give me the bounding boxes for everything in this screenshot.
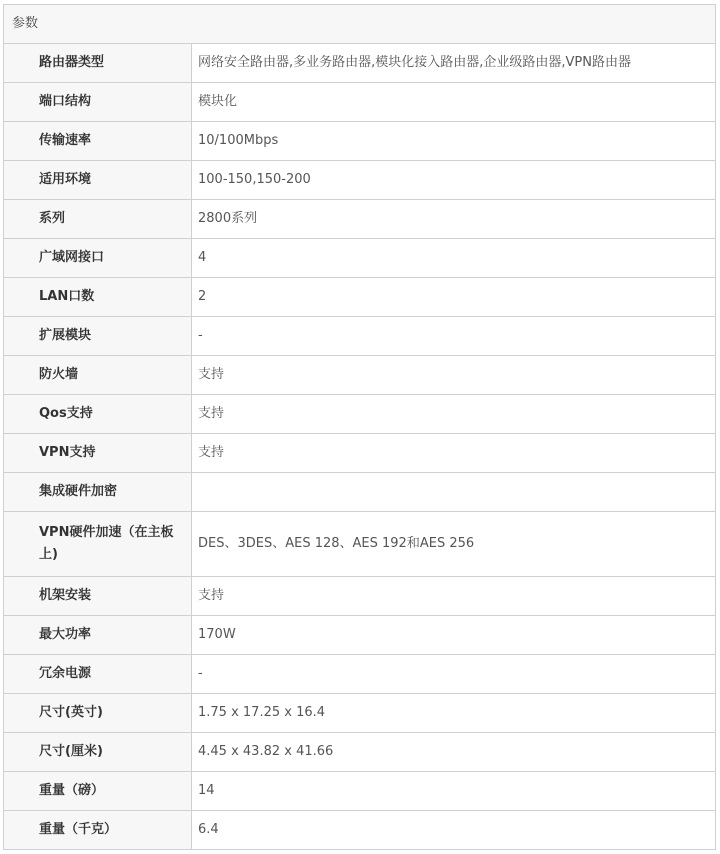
spec-key: 传输速率 xyxy=(4,122,192,161)
spec-value: 6.4 xyxy=(192,811,716,850)
spec-value: 170W xyxy=(192,616,716,655)
spec-key: VPN支持 xyxy=(4,434,192,473)
spec-key: 重量（千克） xyxy=(4,811,192,850)
spec-value: 4 xyxy=(192,239,716,278)
table-row xyxy=(4,200,716,239)
spec-value: DES、3DES、AES 128、AES 192和AES 256 xyxy=(192,512,716,577)
table-row xyxy=(4,616,716,655)
spec-key: 集成硬件加密 xyxy=(4,473,192,512)
spec-value: 14 xyxy=(192,772,716,811)
table-row xyxy=(4,356,716,395)
table-header-row xyxy=(4,5,716,44)
spec-value: - xyxy=(192,317,716,356)
spec-value xyxy=(192,473,716,512)
spec-value: 2800系列 xyxy=(192,200,716,239)
table-row xyxy=(4,733,716,772)
spec-value: 10/100Mbps xyxy=(192,122,716,161)
spec-key: Qos支持 xyxy=(4,395,192,434)
spec-value: 网络安全路由器,多业务路由器,模块化接入路由器,企业级路由器,VPN路由器 xyxy=(192,44,716,83)
spec-key: 尺寸(英寸) xyxy=(4,694,192,733)
table-row xyxy=(4,772,716,811)
spec-key: 端口结构 xyxy=(4,83,192,122)
table-row xyxy=(4,161,716,200)
spec-key: 适用环境 xyxy=(4,161,192,200)
spec-value: 4.45 x 43.82 x 41.66 xyxy=(192,733,716,772)
spec-key: 广域网接口 xyxy=(4,239,192,278)
spec-value: 100-150,150-200 xyxy=(192,161,716,200)
spec-value: 1.75 x 17.25 x 16.4 xyxy=(192,694,716,733)
table-header-label: 参数 xyxy=(4,5,716,44)
spec-key: 冗余电源 xyxy=(4,655,192,694)
spec-value: - xyxy=(192,655,716,694)
spec-key: 路由器类型 xyxy=(4,44,192,83)
spec-value: 2 xyxy=(192,278,716,317)
table-row xyxy=(4,122,716,161)
spec-table-body xyxy=(4,5,716,850)
table-row xyxy=(4,434,716,473)
table-row xyxy=(4,44,716,83)
table-row xyxy=(4,239,716,278)
table-row xyxy=(4,317,716,356)
table-row xyxy=(4,83,716,122)
table-row xyxy=(4,395,716,434)
spec-key: LAN口数 xyxy=(4,278,192,317)
spec-key: 防火墙 xyxy=(4,356,192,395)
spec-key: 机架安装 xyxy=(4,577,192,616)
table-row xyxy=(4,577,716,616)
table-row xyxy=(4,512,716,577)
spec-value: 支持 xyxy=(192,356,716,395)
spec-value: 支持 xyxy=(192,577,716,616)
spec-key: 系列 xyxy=(4,200,192,239)
spec-value: 支持 xyxy=(192,434,716,473)
table-row xyxy=(4,694,716,733)
table-row xyxy=(4,278,716,317)
table-row xyxy=(4,811,716,850)
table-row xyxy=(4,655,716,694)
spec-key: VPN硬件加速（在主板上) xyxy=(4,512,192,577)
table-row xyxy=(4,473,716,512)
spec-key: 扩展模块 xyxy=(4,317,192,356)
spec-key: 重量（磅） xyxy=(4,772,192,811)
spec-key: 最大功率 xyxy=(4,616,192,655)
spec-value: 支持 xyxy=(192,395,716,434)
spec-table xyxy=(3,4,716,850)
spec-key: 尺寸(厘米) xyxy=(4,733,192,772)
spec-value: 模块化 xyxy=(192,83,716,122)
